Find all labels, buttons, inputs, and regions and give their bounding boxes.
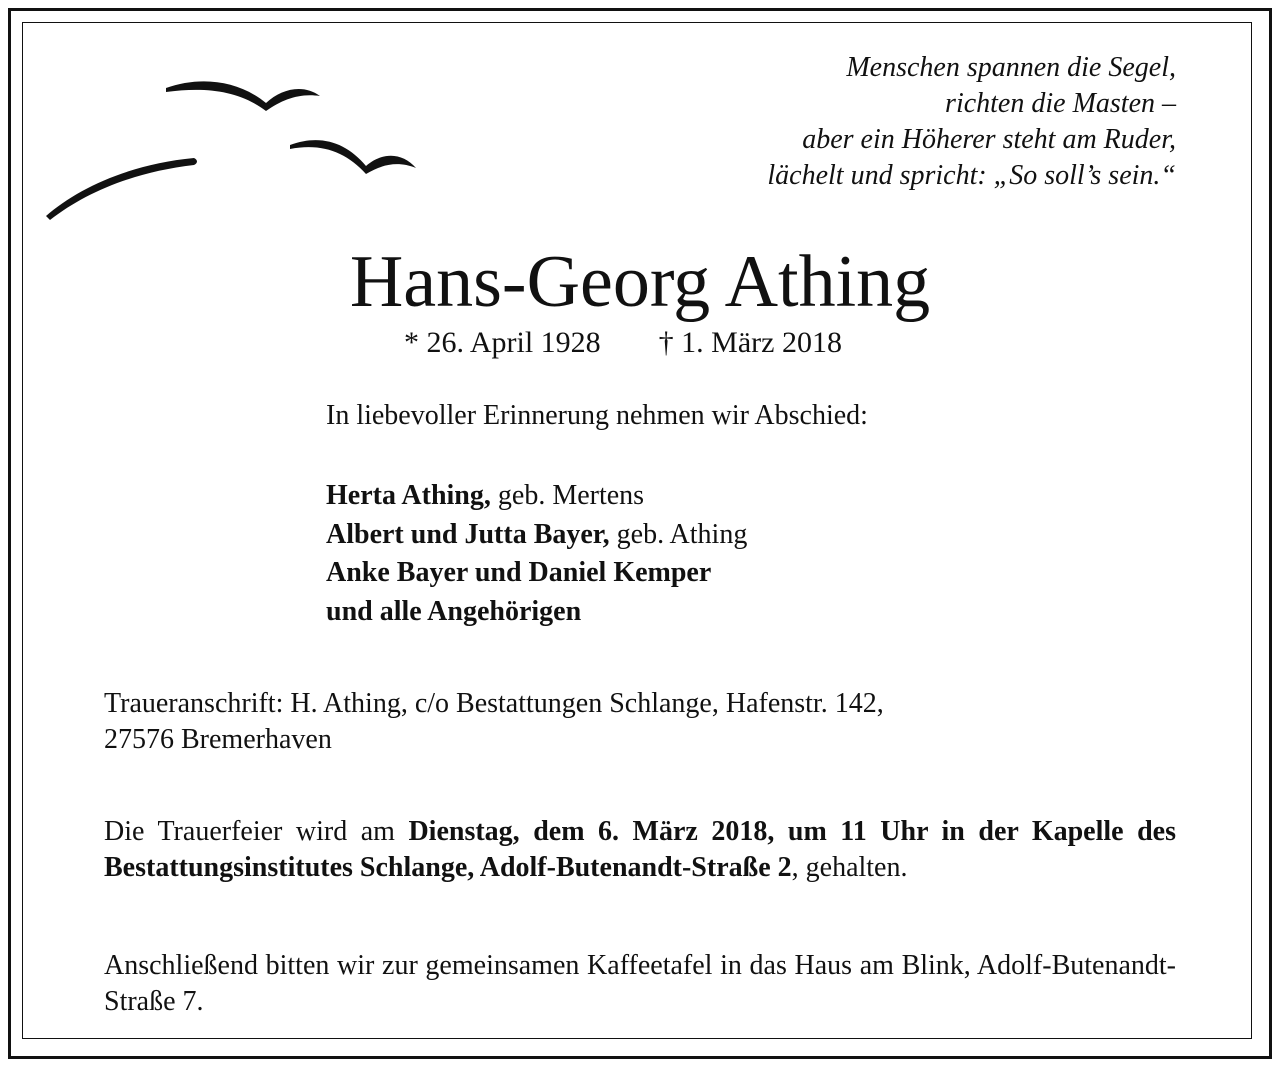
mourner-line [326, 554, 747, 593]
mourners-list [326, 477, 747, 631]
life-dates [404, 324, 842, 362]
mourner-name: Anke Bayer und Daniel Kemper [326, 557, 712, 588]
mourner-note: geb. Mertens [490, 480, 645, 511]
farewell-text: In liebevoller Erinnerung nehmen wir Abschied: [326, 400, 868, 431]
poem-quote [560, 50, 1176, 194]
address-line: Traueranschrift: H. Athing, c/o Bestattungen Schlange, Hafenstr. 142, [104, 688, 884, 719]
death-date: † 1. März 2018 [658, 326, 842, 359]
mourner-name: Albert und Jutta Bayer, [326, 518, 610, 550]
mourner-name: und alle Angehörigen [326, 595, 582, 627]
address-line: 27576 Bremerhaven [104, 724, 332, 755]
bird-icon [166, 81, 320, 111]
mourner-name: Herta Athing, [326, 480, 491, 511]
birth-date: * 26. April 1928 [404, 326, 601, 359]
mourner-note: geb. Athing [609, 518, 748, 550]
quote-line: lächelt und spricht: „So soll’s sein.“ [767, 160, 1176, 191]
bird-icon [46, 158, 197, 220]
reception-text: Anschließend bitten wir zur gemeinsamen Kaffeetafel in das Haus am Blink, Adolf-Butenandt-Straße 7. [104, 950, 1176, 1017]
mourner-line [326, 516, 747, 555]
ceremony-intro: Die Trauerfeier wird am [104, 816, 409, 847]
quote-line: richten die Masten – [945, 88, 1176, 119]
quote-line: Menschen spannen die Segel, [846, 52, 1176, 83]
deceased-name: Hans-Georg Athing [349, 241, 931, 323]
quote-line: aber ein Höherer steht am Ruder, [802, 124, 1176, 155]
bird-icon [290, 140, 416, 174]
ceremony-end: , gehalten. [791, 852, 908, 883]
mourner-line [326, 477, 747, 516]
mourner-line [326, 593, 747, 632]
mourning-address [104, 686, 884, 758]
ceremony-details: Dienstag, dem 6. März 2018, um 11 Uhr in der Kapelle des Bestattungsinstitutes Schlange, Adolf-Butenandt-Straße 2 [104, 816, 1177, 883]
ceremony-text [104, 814, 1176, 886]
